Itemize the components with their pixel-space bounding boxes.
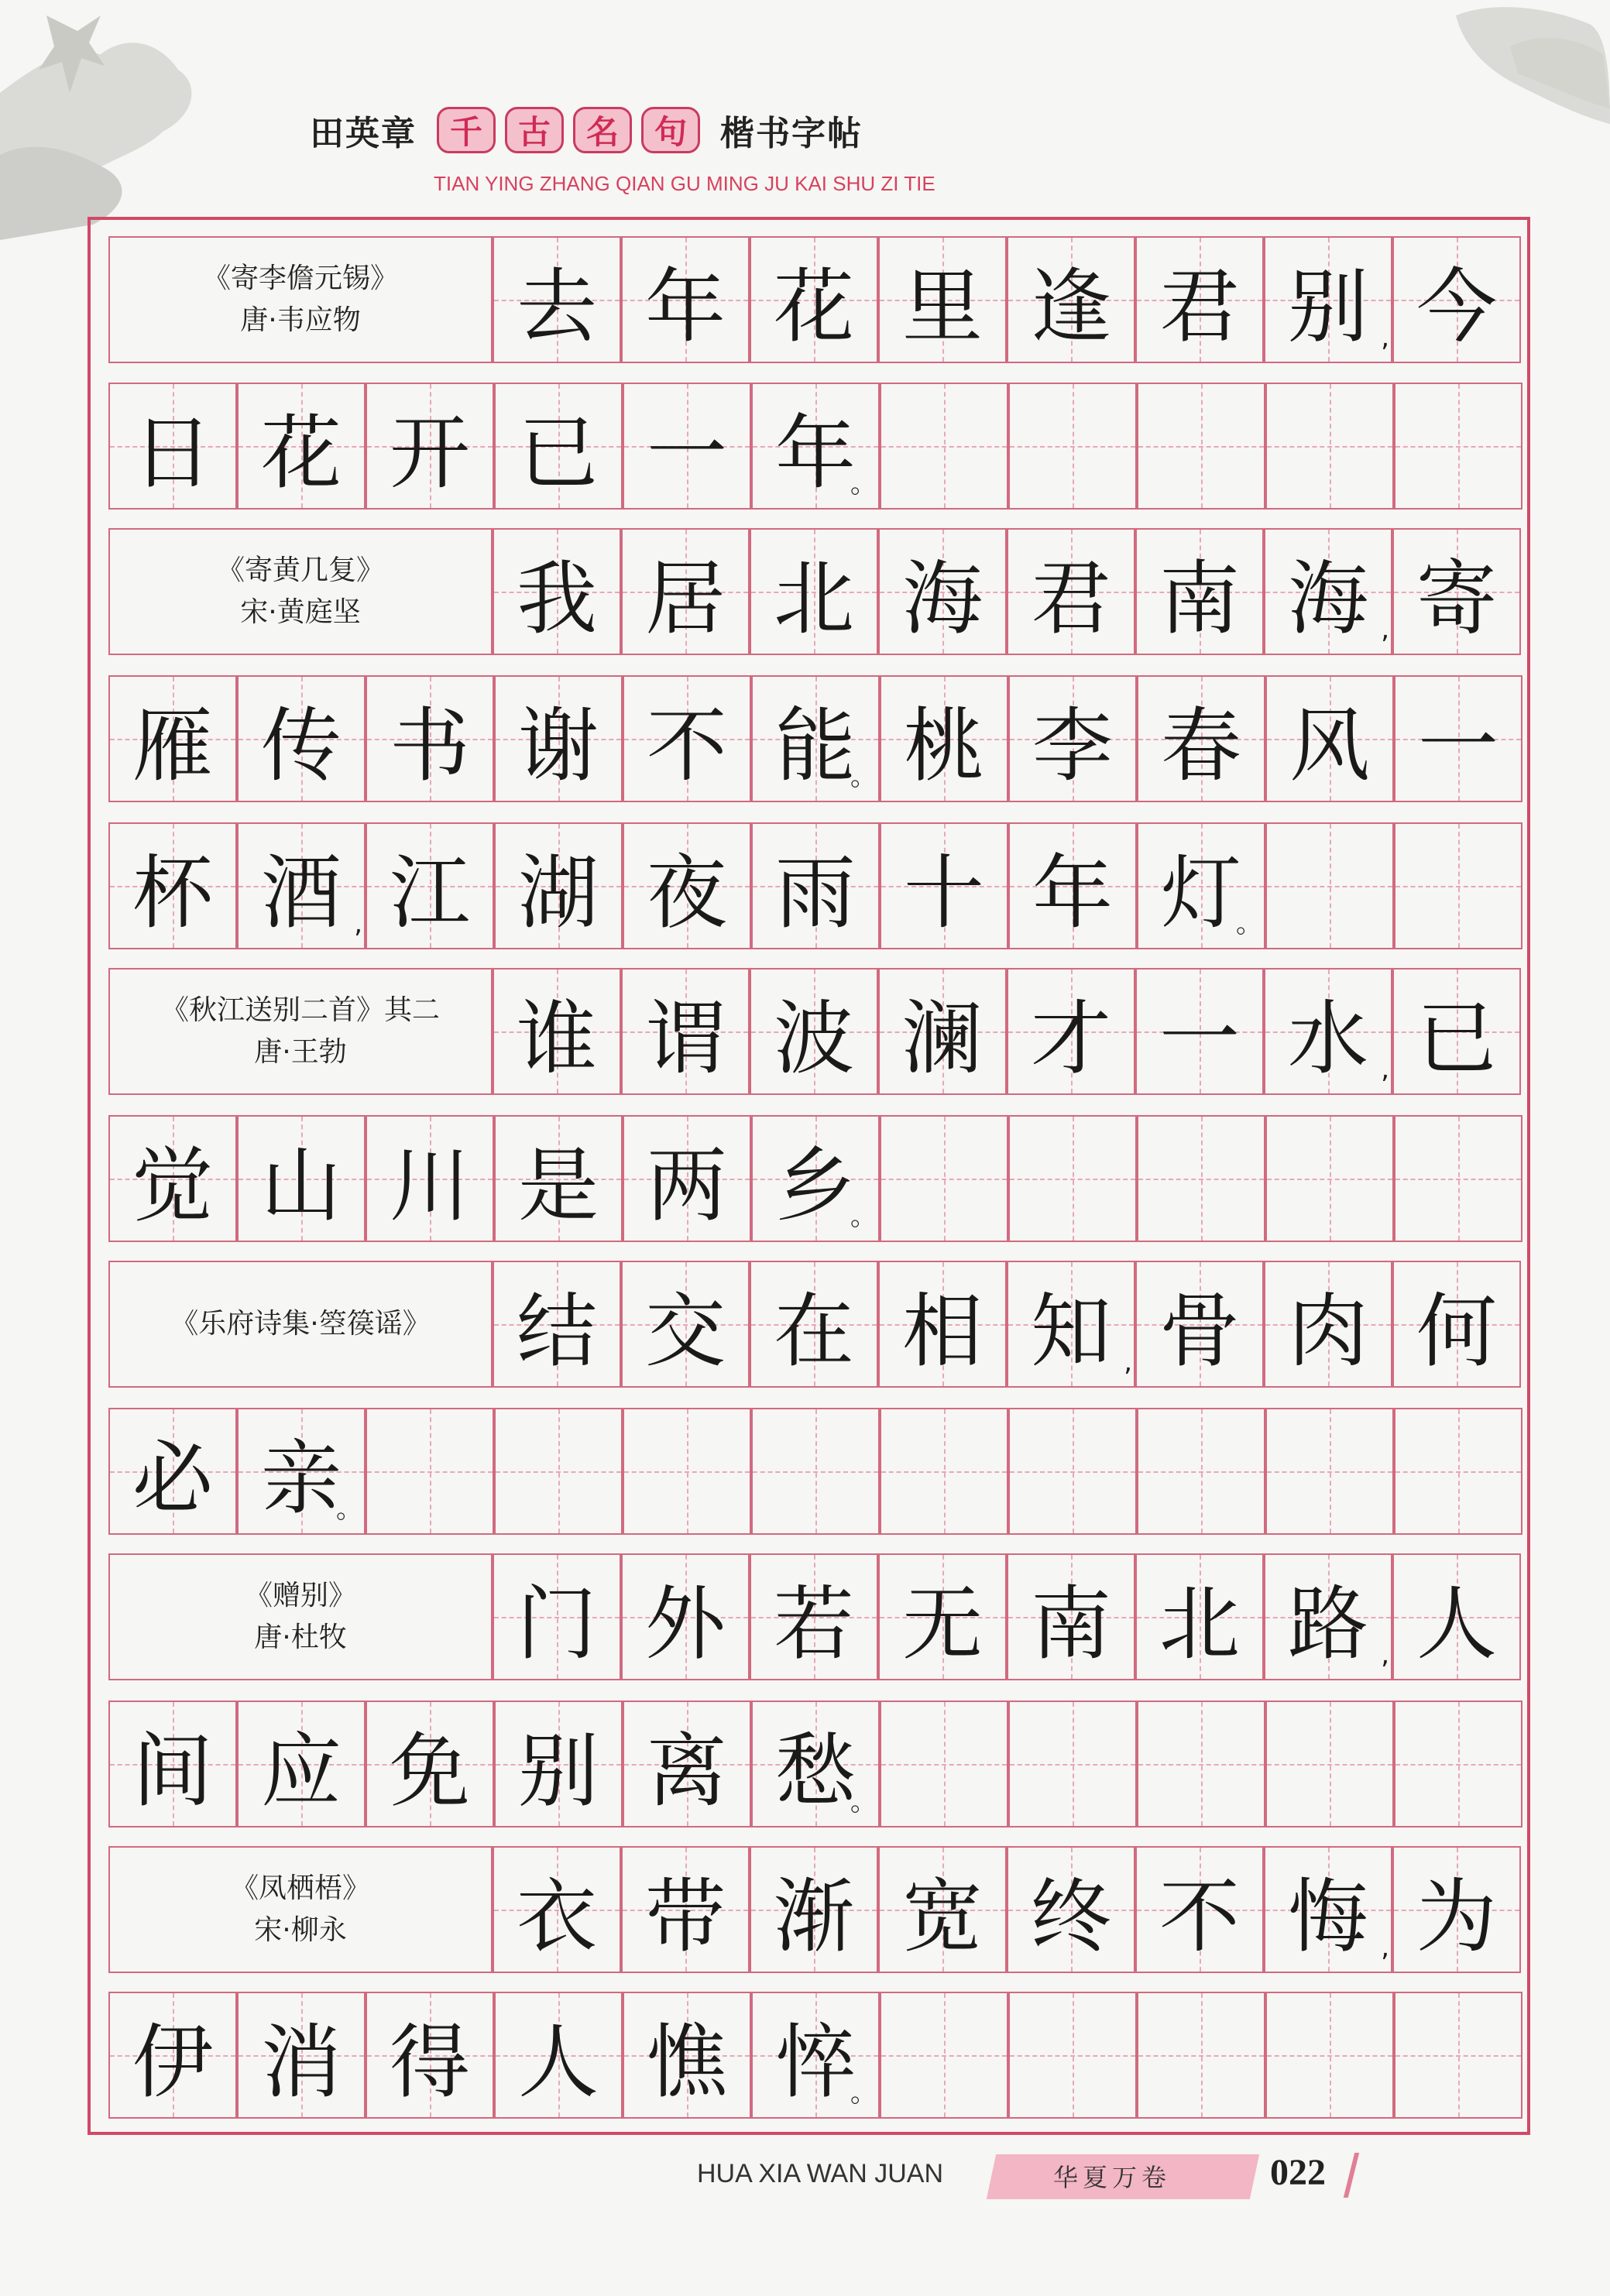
calligraphy-char: 山 (260, 1138, 342, 1233)
punctuation-mark: 。 (336, 1494, 362, 1525)
grid-cell (366, 1115, 494, 1242)
calligraphy-char: 江 (389, 846, 470, 940)
poem-title-box (108, 1261, 493, 1388)
calligraphy-char: 路 (1287, 1577, 1368, 1671)
grid-row (108, 236, 1522, 363)
grid-row (108, 968, 1522, 1095)
grid-cell (108, 1992, 237, 2119)
calligraphy-char: 书 (389, 698, 470, 793)
calligraphy-char: 开 (389, 406, 470, 500)
grid-cell (494, 1408, 623, 1535)
grid-cell (750, 968, 878, 1095)
calligraphy-char: 带 (644, 1869, 726, 1964)
poem-title-box (108, 236, 493, 363)
calligraphy-char: 北 (1159, 1577, 1240, 1671)
calligraphy-char: 消 (260, 2015, 342, 2109)
grid-cell (108, 675, 237, 802)
calligraphy-char: 不 (1159, 1869, 1240, 1964)
grid-cell (1265, 1701, 1394, 1828)
punctuation-mark: , (1381, 1639, 1389, 1670)
calligraphy-char: 一 (1159, 991, 1240, 1086)
grid-cell (1264, 1846, 1392, 1973)
calligraphy-char: 应 (260, 1724, 342, 1818)
grid-cell (878, 236, 1007, 363)
grid-cell (108, 383, 237, 510)
punctuation-mark: , (354, 908, 362, 939)
calligraphy-char: 渐 (773, 1869, 854, 1964)
calligraphy-char: 外 (644, 1577, 726, 1671)
grid-cell (1394, 1115, 1522, 1242)
calligraphy-char: 春 (1160, 698, 1241, 793)
calligraphy-char: 亲 (260, 1431, 342, 1526)
grid-cell (366, 822, 494, 949)
grid-cell (1265, 383, 1394, 510)
calligraphy-char: 觉 (132, 1138, 213, 1233)
grid-cell (623, 675, 751, 802)
page-number: 022 (1270, 2152, 1326, 2193)
calligraphy-char: 相 (901, 1284, 983, 1378)
calligraphy-char: 已 (1416, 991, 1497, 1086)
calligraphy-char: 日 (132, 406, 213, 500)
grid-cell (623, 1408, 751, 1535)
calligraphy-char: 澜 (901, 991, 983, 1086)
calligraphy-char: 知 (1030, 1284, 1111, 1378)
calligraphy-char: 谢 (517, 698, 599, 793)
calligraphy-char: 去 (516, 259, 597, 354)
punctuation-mark: , (1381, 1932, 1389, 1963)
calligraphy-char: 今 (1416, 259, 1497, 354)
calligraphy-char: 我 (516, 551, 597, 646)
calligraphy-char: 海 (901, 551, 983, 646)
grid-cell (1264, 1261, 1392, 1388)
grid-cell (1008, 1992, 1137, 2119)
calligraphy-char: 花 (773, 259, 854, 354)
grid-cell (1392, 1553, 1521, 1680)
calligraphy-char: 人 (1416, 1577, 1497, 1671)
grid-cell (494, 675, 623, 802)
calligraphy-char: 为 (1416, 1869, 1497, 1964)
calligraphy-char: 交 (644, 1284, 726, 1378)
calligraphy-char: 骨 (1159, 1284, 1240, 1378)
calligraphy-char: 是 (517, 1138, 599, 1233)
grid-cell (880, 1408, 1008, 1535)
grid-cell (493, 1261, 621, 1388)
poem-title-box (108, 1846, 493, 1973)
calligraphy-char: 别 (517, 1724, 599, 1818)
calligraphy-char: 夜 (646, 846, 727, 940)
calligraphy-char: 悴 (774, 2015, 856, 2109)
grid-row (108, 1992, 1522, 2119)
calligraphy-char: 寄 (1416, 551, 1497, 646)
grid-cell (621, 1261, 750, 1388)
header-pinyin: TIAN YING ZHANG QIAN GU MING JU KAI SHU ZI TIE (434, 172, 935, 195)
grid-cell (108, 1115, 237, 1242)
calligraphy-char: 悔 (1287, 1869, 1368, 1964)
grid-row (108, 383, 1522, 510)
grid-cell (1392, 968, 1521, 1095)
calligraphy-char: 雁 (132, 698, 213, 793)
grid-cell (621, 968, 750, 1095)
author-name: 田英章 (310, 114, 417, 153)
grid-cell (1007, 968, 1135, 1095)
calligraphy-char: 不 (646, 698, 727, 793)
calligraphy-char: 终 (1030, 1869, 1111, 1964)
grid-cell (1264, 528, 1392, 655)
grid-cell (1137, 1408, 1265, 1535)
calligraphy-char: 南 (1159, 551, 1240, 646)
calligraphy-char: 别 (1287, 259, 1368, 354)
grid-cell (1137, 675, 1265, 802)
grid-cell (237, 822, 366, 949)
calligraphy-char: 才 (1030, 991, 1111, 1086)
grid-cell (750, 1261, 878, 1388)
calligraphy-char: 已 (517, 406, 599, 500)
grid-row (108, 675, 1522, 802)
grid-cell (623, 1992, 751, 2119)
grid-row (108, 1846, 1522, 1973)
grid-cell (1394, 822, 1522, 949)
calligraphy-char: 人 (517, 2015, 599, 2109)
grid-cell (1264, 968, 1392, 1095)
grid-cell (878, 968, 1007, 1095)
calligraphy-char: 间 (132, 1724, 213, 1818)
calligraphy-char: 必 (132, 1431, 213, 1526)
footer-pinyin: HUA XIA WAN JUAN (697, 2159, 944, 2188)
calligraphy-char: 居 (644, 551, 726, 646)
calligraphy-char: 伊 (132, 2015, 213, 2109)
grid-cell (751, 1701, 880, 1828)
calligraphy-char: 波 (773, 991, 854, 1086)
grid-row (108, 822, 1522, 949)
grid-cell (1008, 1408, 1137, 1535)
calligraphy-char: 得 (389, 2015, 470, 2109)
grid-cell (1265, 1992, 1394, 2119)
calligraphy-char: 年 (774, 406, 856, 500)
calligraphy-char: 传 (260, 698, 342, 793)
grid-cell (1137, 1992, 1265, 2119)
grid-cell (623, 822, 751, 949)
grid-cell (880, 675, 1008, 802)
grid-cell (878, 1553, 1007, 1680)
grid-row (108, 1261, 1522, 1388)
calligraphy-char: 谁 (516, 991, 597, 1086)
calligraphy-char: 宽 (901, 1869, 983, 1964)
grid-cell (623, 383, 751, 510)
calligraphy-char: 谓 (644, 991, 726, 1086)
calligraphy-char: 结 (516, 1284, 597, 1378)
poem-author: 唐·韦应物 (240, 304, 361, 336)
grid-cell (750, 1553, 878, 1680)
calligraphy-char: 灯 (1160, 846, 1241, 940)
grid-cell (1137, 1115, 1265, 1242)
grid-cell (494, 1115, 623, 1242)
grid-cell (1137, 1701, 1265, 1828)
grid-cell (108, 1408, 237, 1535)
grid-cell (1265, 1115, 1394, 1242)
calligraphy-char: 李 (1032, 698, 1113, 793)
grid-cell (1394, 383, 1522, 510)
grid-cell (1392, 1846, 1521, 1973)
grid-cell (237, 1408, 366, 1535)
poem-title: 《秋江送别二首》其二 (160, 994, 440, 1026)
seal-group (437, 107, 700, 153)
poem-title: 《寄黄几复》 (216, 554, 384, 586)
grid-cell (1394, 1408, 1522, 1535)
header-title (310, 99, 863, 161)
poem-author: 唐·王勃 (254, 1036, 347, 1068)
calligraphy-char: 杯 (132, 846, 213, 940)
poem-title: 《赠别》 (244, 1580, 356, 1611)
grid-cell (493, 528, 621, 655)
poem-author: 宋·柳永 (254, 1914, 347, 1946)
calligraphy-char: 风 (1289, 698, 1370, 793)
calligraphy-char: 两 (646, 1138, 727, 1233)
calligraphy-char: 在 (773, 1284, 854, 1378)
grid-cell (1135, 236, 1264, 363)
calligraphy-char: 门 (516, 1577, 597, 1671)
grid-cell (366, 675, 494, 802)
grid-cell (1265, 675, 1394, 802)
calligraphy-char: 免 (389, 1724, 470, 1818)
grid-cell (751, 675, 880, 802)
calligraphy-char: 雨 (774, 846, 856, 940)
grid-cell (493, 1846, 621, 1973)
grid-cell (1137, 822, 1265, 949)
grid-cell (1008, 1701, 1137, 1828)
grid-row (108, 1553, 1522, 1680)
grid-cell (1394, 1992, 1522, 2119)
grid-cell (623, 1115, 751, 1242)
grid-cell (493, 236, 621, 363)
grid-cell (878, 1846, 1007, 1973)
grid-cell (494, 1992, 623, 2119)
punctuation-mark: , (1124, 1347, 1132, 1378)
calligraphy-char: 一 (646, 406, 727, 500)
book-title: 楷书字帖 (720, 114, 863, 153)
grid-cell (1008, 822, 1137, 949)
seal-char: 古 (505, 107, 564, 153)
grid-cell (1007, 1261, 1135, 1388)
grid-cell (1007, 1846, 1135, 1973)
grid-cell (878, 528, 1007, 655)
punctuation-mark: , (1381, 614, 1389, 645)
grid-cell (1394, 675, 1522, 802)
grid-cell (1394, 1701, 1522, 1828)
calligraphy-char: 水 (1287, 991, 1368, 1086)
calligraphy-char: 川 (389, 1138, 470, 1233)
footer-brand: 华夏万卷 (1053, 2163, 1172, 2192)
poem-title-box (108, 528, 493, 655)
calligraphy-char: 海 (1287, 551, 1368, 646)
grid-cell (751, 1992, 880, 2119)
grid-cell (880, 1115, 1008, 1242)
calligraphy-char: 憔 (646, 2015, 727, 2109)
grid-cell (880, 1992, 1008, 2119)
punctuation-mark: , (1381, 1054, 1389, 1085)
grid-cell (623, 1701, 751, 1828)
calligraphy-char: 年 (1032, 846, 1113, 940)
seal-char: 句 (641, 107, 700, 153)
grid-cell (621, 1846, 750, 1973)
calligraphy-char: 离 (646, 1724, 727, 1818)
calligraphy-char: 酒 (260, 846, 342, 940)
grid-cell (1135, 528, 1264, 655)
grid-cell (1135, 1261, 1264, 1388)
seal-char: 名 (573, 107, 632, 153)
grid-cell (1392, 1261, 1521, 1388)
punctuation-mark: 。 (1236, 908, 1262, 939)
calligraphy-char: 衣 (516, 1869, 597, 1964)
poem-title-box (108, 1553, 493, 1680)
grid-cell (1007, 1553, 1135, 1680)
grid-cell (750, 1846, 878, 1973)
grid-cell (366, 383, 494, 510)
grid-row (108, 528, 1522, 655)
grid-cell (494, 1701, 623, 1828)
grid-cell (880, 383, 1008, 510)
grid-cell (1264, 1553, 1392, 1680)
grid-cell (751, 1115, 880, 1242)
grid-cell (494, 822, 623, 949)
poem-title-box (108, 968, 493, 1095)
grid-row (108, 1408, 1522, 1535)
calligraphy-char: 南 (1030, 1577, 1111, 1671)
calligraphy-char: 桃 (903, 698, 984, 793)
grid-cell (1392, 236, 1521, 363)
grid-cell (1392, 528, 1521, 655)
grid-cell (237, 1992, 366, 2119)
grid-cell (237, 675, 366, 802)
grid-cell (1008, 383, 1137, 510)
grid-cell (1265, 822, 1394, 949)
grid-cell (750, 236, 878, 363)
poem-author: 唐·杜牧 (254, 1622, 347, 1653)
grid-cell (621, 236, 750, 363)
grid-cell (880, 1701, 1008, 1828)
poem-title: 《乐府诗集·箜篌谣》 (170, 1308, 431, 1340)
grid-cell (494, 383, 623, 510)
grid-cell (751, 1408, 880, 1535)
punctuation-mark: 。 (850, 468, 877, 499)
calligraphy-char: 湖 (517, 846, 599, 940)
grid-cell (366, 1408, 494, 1535)
grid-cell (750, 528, 878, 655)
punctuation-mark: 。 (850, 1786, 877, 1817)
grid-cell (1135, 1553, 1264, 1680)
punctuation-mark: 。 (850, 761, 877, 792)
calligraphy-char: 乡 (774, 1138, 856, 1233)
calligraphy-char: 花 (260, 406, 342, 500)
grid-cell (1137, 383, 1265, 510)
grid-cell (237, 1701, 366, 1828)
calligraphy-char: 肉 (1287, 1284, 1368, 1378)
poem-title: 《寄李儋元锡》 (202, 263, 398, 294)
calligraphy-char: 十 (903, 846, 984, 940)
grid-cell (108, 822, 237, 949)
grid-cell (366, 1992, 494, 2119)
grid-cell (1264, 236, 1392, 363)
calligraphy-char: 一 (1417, 698, 1498, 793)
calligraphy-char: 逢 (1030, 259, 1111, 354)
calligraphy-char: 若 (773, 1577, 854, 1671)
calligraphy-char: 君 (1159, 259, 1240, 354)
grid-cell (1135, 1846, 1264, 1973)
grid-cell (237, 383, 366, 510)
calligraphy-char: 愁 (774, 1724, 856, 1818)
poem-author: 宋·黄庭坚 (240, 596, 361, 628)
grid-cell (621, 1553, 750, 1680)
grid-cell (1008, 1115, 1137, 1242)
grid-cell (880, 822, 1008, 949)
grid-cell (751, 383, 880, 510)
grid-cell (1265, 1408, 1394, 1535)
punctuation-mark: , (1381, 322, 1389, 353)
grid-cell (1008, 675, 1137, 802)
grid-row (108, 1701, 1522, 1828)
grid-cell (878, 1261, 1007, 1388)
calligraphy-char: 君 (1030, 551, 1111, 646)
calligraphy-char: 何 (1416, 1284, 1497, 1378)
calligraphy-char: 能 (774, 698, 856, 793)
calligraphy-char: 北 (773, 551, 854, 646)
grid-cell (621, 528, 750, 655)
grid-cell (1007, 528, 1135, 655)
grid-cell (1135, 968, 1264, 1095)
grid-cell (366, 1701, 494, 1828)
grid-cell (751, 822, 880, 949)
grid-cell (237, 1115, 366, 1242)
grid-cell (108, 1701, 237, 1828)
seal-char: 千 (437, 107, 496, 153)
calligraphy-char: 年 (644, 259, 726, 354)
punctuation-mark: 。 (850, 2078, 877, 2109)
grid-cell (1007, 236, 1135, 363)
calligraphy-char: 里 (901, 259, 983, 354)
calligraphy-char: 无 (901, 1577, 983, 1671)
grid-cell (493, 1553, 621, 1680)
grid-cell (493, 968, 621, 1095)
punctuation-mark: 。 (850, 1201, 877, 1232)
poem-title: 《凤栖梧》 (230, 1872, 370, 1904)
grid-row (108, 1115, 1522, 1242)
